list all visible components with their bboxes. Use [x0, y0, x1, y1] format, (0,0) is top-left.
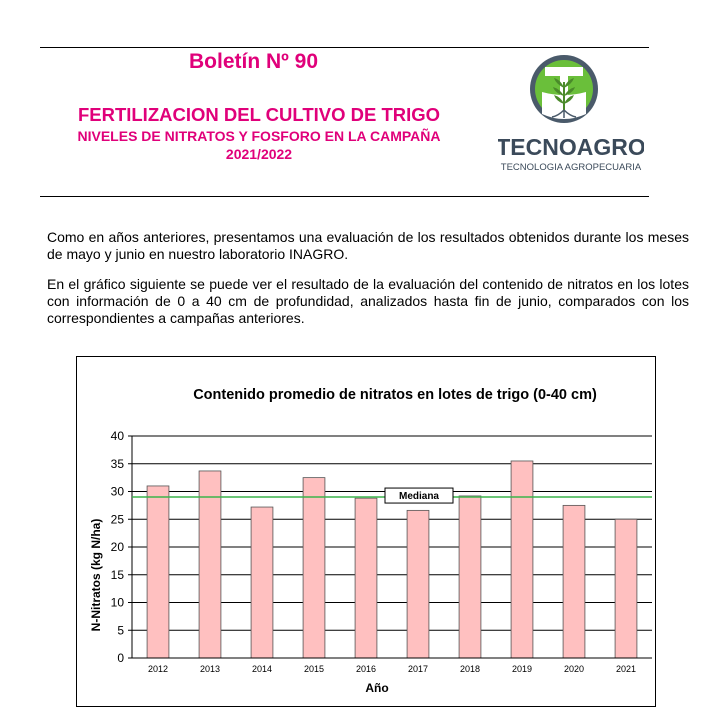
bar-2013 — [199, 471, 221, 658]
chart-title: Contenido promedio de nitratos en lotes de trigo (0-40 cm) — [193, 387, 597, 403]
document-title: FERTILIZACION DEL CULTIVO DE TRIGO — [77, 104, 441, 125]
x-tick-label: 2019 — [511, 664, 533, 674]
subtitle-line-2: 2021/2022 — [225, 146, 293, 162]
y-tick-label: 15 — [110, 567, 124, 582]
x-tick-label: 2012 — [147, 664, 169, 674]
bar-2012 — [147, 486, 169, 658]
x-axis-label: Año — [365, 681, 389, 695]
y-axis-label: N-Nitratos (kg N/ha) — [89, 518, 103, 632]
x-tick-label: 2014 — [251, 664, 273, 674]
bulletin-number: Boletín Nº 90 — [189, 50, 319, 73]
x-tick-label: 2017 — [407, 664, 429, 674]
bar-2014 — [251, 507, 273, 658]
y-tick-label: 10 — [110, 595, 124, 610]
tecnoagro-logo — [498, 54, 644, 174]
logo-name: TECNOAGRO — [498, 134, 644, 160]
x-tick-label: 2015 — [303, 664, 325, 674]
intro-paragraph: Como en años anteriores, presentamos una evaluación de los resultados obtenidos durante los meses de mayo y junio en nuestro laboratorio INAGRO. — [47, 229, 689, 262]
plant-in-circle-logo-icon — [498, 54, 644, 174]
bar-2016 — [355, 498, 377, 658]
y-tick-label: 5 — [117, 623, 124, 638]
header-top-rule — [40, 47, 649, 48]
header-bottom-rule — [40, 196, 649, 197]
logo-tagline: TECNOLOGIA AGROPECUARIA — [500, 162, 642, 173]
x-tick-label: 2013 — [199, 664, 221, 674]
x-tick-label: 2018 — [459, 664, 481, 674]
y-tick-label: 30 — [110, 484, 124, 499]
bar-2017 — [407, 510, 429, 658]
bar-2019 — [511, 461, 533, 658]
bar-2015 — [303, 478, 325, 658]
x-tick-label: 2016 — [355, 664, 377, 674]
y-tick-label: 40 — [110, 429, 124, 443]
bar-2018 — [459, 496, 481, 658]
nitrate-bar-chart — [77, 357, 657, 708]
median-label: Mediana — [398, 491, 440, 503]
x-tick-label: 2020 — [563, 664, 585, 674]
y-tick-label: 35 — [110, 456, 124, 471]
y-tick-label: 25 — [110, 512, 124, 527]
x-tick-label: 2021 — [615, 664, 637, 674]
bar-2020 — [563, 505, 585, 658]
chart-description-paragraph: En el gráfico siguiente se puede ver el resultado de la evaluación del contenido de nitratos en los lotes con información de 0 a 40 cm de profundidad, analizados hasta fin de junio, comparados con los correspondientes a campañas anteriores. — [47, 276, 689, 326]
nitrate-chart — [76, 356, 656, 707]
subtitle-line-1: NIVELES DE NITRATOS Y FOSFORO EN LA CAMPAÑA — [77, 128, 441, 144]
document-subtitle — [44, 127, 474, 163]
y-tick-label: 0 — [117, 651, 124, 665]
y-tick-label: 20 — [110, 540, 124, 554]
bar-2021 — [615, 519, 637, 658]
